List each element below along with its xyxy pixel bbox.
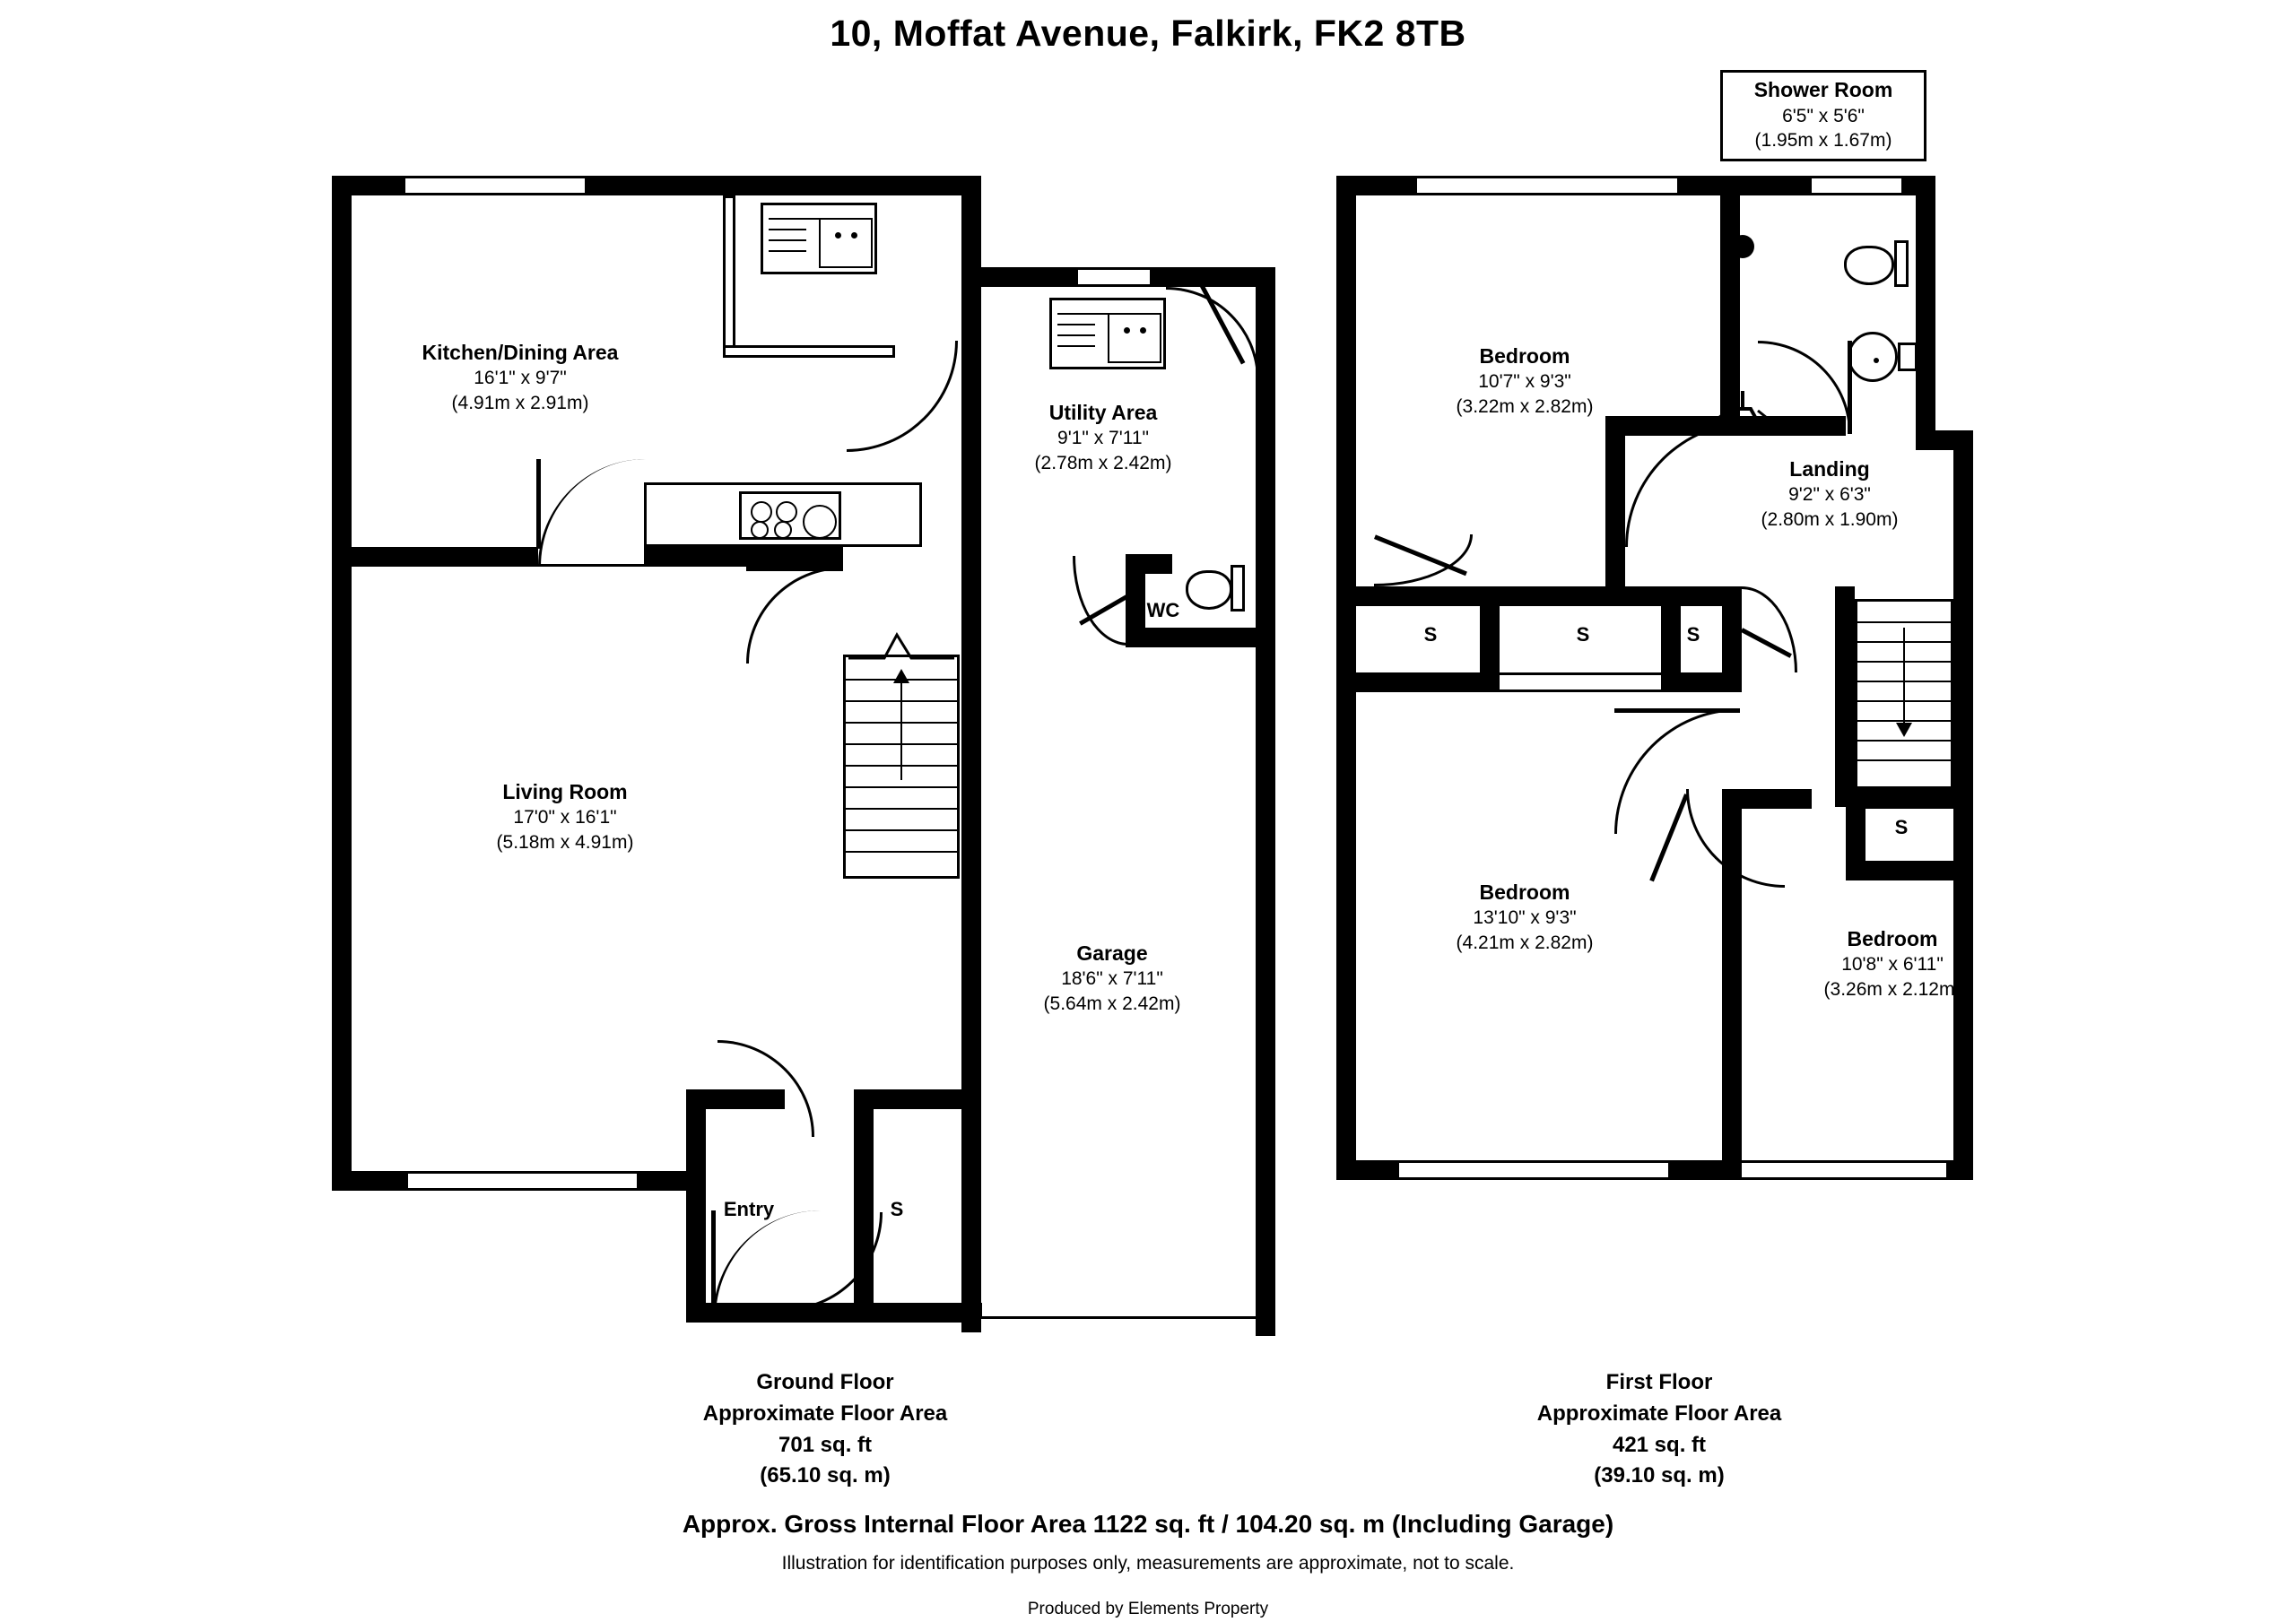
tag-store-ff-3: S xyxy=(1686,623,1700,646)
kitchen-hob xyxy=(739,491,841,540)
disclaimer-text: Illustration for identification purposes only, measurements are approximate, not to scale. xyxy=(781,1552,1515,1574)
room-label-bedroom-1 xyxy=(1381,343,1668,420)
wall-ff-left xyxy=(1336,176,1356,1180)
room-name: Bedroom xyxy=(1847,927,1938,950)
wall-gf-top-mid xyxy=(585,176,737,195)
room-dim-metric: (2.78m x 2.42m) xyxy=(1034,453,1172,474)
door-entry-hall xyxy=(718,1040,814,1137)
shower-basin-counter xyxy=(1898,343,1918,371)
caption-line: 421 sq. ft xyxy=(1612,1432,1707,1457)
door-leaf-bedroom1 xyxy=(1625,421,1751,426)
wall-gf-kitchen-living-2 xyxy=(644,547,843,567)
caption-line: 701 sq. ft xyxy=(778,1432,873,1457)
room-dim-imperial: 18'6" x 7'11" xyxy=(1061,968,1163,990)
room-label-bedroom-3 xyxy=(1749,925,2036,1002)
shower-basin xyxy=(1848,332,1898,382)
stairs-ground-break-icon xyxy=(843,628,960,664)
room-name: Bedroom xyxy=(1479,344,1570,368)
wall-ff-bottom-left xyxy=(1336,1160,1399,1180)
wall-ff-stair-left xyxy=(1835,586,1855,807)
wall-gf-garage-right xyxy=(1256,484,1275,1336)
room-label-bedroom-2 xyxy=(1381,879,1668,956)
caption-line: Ground Floor xyxy=(756,1370,894,1394)
room-name: Landing xyxy=(1789,457,1870,481)
room-dim-metric: (4.21m x 2.82m) xyxy=(1456,932,1594,954)
door-leaf-living-hall xyxy=(746,567,843,571)
wall-ff-store-bottom-right xyxy=(1661,672,1742,692)
room-name: Garage xyxy=(1076,941,1148,965)
room-dim-metric: (5.64m x 2.42m) xyxy=(1043,993,1181,1015)
wall-ff-top-shower xyxy=(1758,176,1812,195)
shower-wc-cistern xyxy=(1894,240,1909,287)
window-ff-bedroom2 xyxy=(1399,1160,1668,1180)
tag-store-ff-2: S xyxy=(1576,623,1590,646)
caption-line: Approximate Floor Area xyxy=(702,1401,948,1426)
stairs-first-arrow-line xyxy=(1903,628,1905,724)
room-label-kitchen-dining xyxy=(341,339,700,416)
tag-store-ff-1: S xyxy=(1423,623,1438,646)
room-label-living-room xyxy=(422,778,709,855)
kitchen-sink xyxy=(761,203,877,274)
room-name: Utility Area xyxy=(1048,401,1158,424)
room-dim-imperial: 16'1" x 9'7" xyxy=(474,368,567,389)
window-gf-kitchen-top xyxy=(405,176,585,195)
caption-line: (39.10 sq. m) xyxy=(1594,1463,1725,1488)
room-dim-imperial: 10'7" x 9'3" xyxy=(1478,371,1571,393)
room-dim-imperial: 9'1" x 7'11" xyxy=(1057,428,1149,449)
door-store-ff-right xyxy=(1742,586,1797,672)
room-dim-metric: (1.95m x 1.67m) xyxy=(1754,130,1892,152)
room-dim-metric: (4.91m x 2.91m) xyxy=(451,393,589,414)
shower-room-label-box xyxy=(1720,70,1926,161)
room-label-landing xyxy=(1686,455,1973,533)
window-ff-bedroom3 xyxy=(1740,1160,1946,1180)
wall-gf-utility-bottom xyxy=(1126,628,1275,647)
door-leaf-shower-room xyxy=(1848,341,1852,434)
footer-block xyxy=(0,1506,2296,1622)
caption-line: Approximate Floor Area xyxy=(1536,1401,1782,1426)
page-title: 10, Moffat Avenue, Falkirk, FK2 8TB xyxy=(830,13,1466,54)
door-leaf-bedroom2 xyxy=(1614,708,1740,713)
wc-cistern xyxy=(1231,565,1245,612)
window-gf-living-bottom xyxy=(408,1171,637,1191)
room-dim-metric: (5.18m x 4.91m) xyxy=(496,832,634,854)
room-name: Kitchen/Dining Area xyxy=(422,341,619,364)
tag-store-ff-4: S xyxy=(1894,816,1909,838)
caption-line: First Floor xyxy=(1605,1370,1713,1394)
wall-ff-right-upper xyxy=(1916,176,1935,436)
stairs-first-arrow-head xyxy=(1896,723,1912,737)
room-name: Living Room xyxy=(502,780,628,803)
door-bedroom3 xyxy=(1686,789,1785,888)
stairs-ground-arrow-head xyxy=(893,669,909,683)
gross-area-text: Approx. Gross Internal Floor Area 1122 sq. ft / 104.20 sq. m (Including Garage) xyxy=(682,1510,1614,1538)
shower-tank-icon xyxy=(1731,235,1754,258)
store-door-ff-1 xyxy=(1500,672,1661,692)
door-leaf-entry-front xyxy=(711,1210,716,1316)
room-name: Shower Room xyxy=(1753,78,1893,101)
room-dim-metric: (2.80m x 1.90m) xyxy=(1761,509,1899,531)
first-floor-caption xyxy=(1462,1367,1857,1492)
room-name: Bedroom xyxy=(1479,880,1570,904)
wall-gf-utility-top xyxy=(961,267,1078,287)
wall-gf-living-right xyxy=(961,176,981,1332)
wall-ff-store-bottom-left xyxy=(1356,672,1500,692)
room-dim-imperial: 9'2" x 6'3" xyxy=(1788,484,1871,506)
producer-text: Produced by Elements Property xyxy=(1027,1600,1269,1619)
ground-floor-caption xyxy=(628,1367,1022,1492)
room-label-utility-area xyxy=(924,399,1283,476)
wall-gf-left xyxy=(332,176,352,1191)
wall-gf-bottom-left xyxy=(332,1171,408,1191)
room-dim-metric: (3.22m x 2.82m) xyxy=(1456,396,1594,418)
window-ff-bedroom1 xyxy=(1417,176,1677,195)
room-dim-imperial: 10'8" x 6'11" xyxy=(1841,954,1944,976)
door-leaf-kitchen-living-2 xyxy=(536,459,541,549)
tag-wc: WC xyxy=(1146,599,1180,621)
door-shower-room xyxy=(1758,341,1851,434)
room-label-garage xyxy=(942,940,1283,1017)
door-leaf-entry-inner xyxy=(854,1212,858,1311)
wall-ff-top-mid xyxy=(1677,176,1758,195)
kitchen-counter-top xyxy=(723,195,735,357)
wall-ff-right-jog xyxy=(1916,430,1973,450)
window-gf-utility xyxy=(1078,267,1150,287)
tag-store-ground: S xyxy=(890,1198,904,1220)
stairs-ground-arrow-line xyxy=(900,681,902,780)
room-dim-imperial: 17'0" x 16'1" xyxy=(513,807,617,828)
wall-gf-bottom-mid xyxy=(637,1171,686,1191)
wall-gf-wc-top xyxy=(1126,554,1172,574)
tag-entry: Entry xyxy=(723,1198,775,1220)
shower-wc-bowl xyxy=(1844,246,1894,285)
garage-door-opening xyxy=(981,1316,1256,1336)
caption-line: (65.10 sq. m) xyxy=(760,1463,891,1488)
door-kitchen-living xyxy=(538,459,646,567)
door-living-hall xyxy=(746,567,843,664)
wall-gf-kitchen-living xyxy=(332,547,538,567)
wall-ff-landing-left xyxy=(1605,416,1625,606)
room-dim-imperial: 13'10" x 9'3" xyxy=(1473,907,1577,929)
wall-gf-top-right xyxy=(737,176,979,195)
window-ff-shower xyxy=(1812,176,1901,195)
utility-sink xyxy=(1049,298,1166,369)
room-dim-metric: (3.26m x 2.12m) xyxy=(1823,979,1961,1001)
room-dim-imperial: 6'5" x 5'6" xyxy=(1782,105,1865,126)
